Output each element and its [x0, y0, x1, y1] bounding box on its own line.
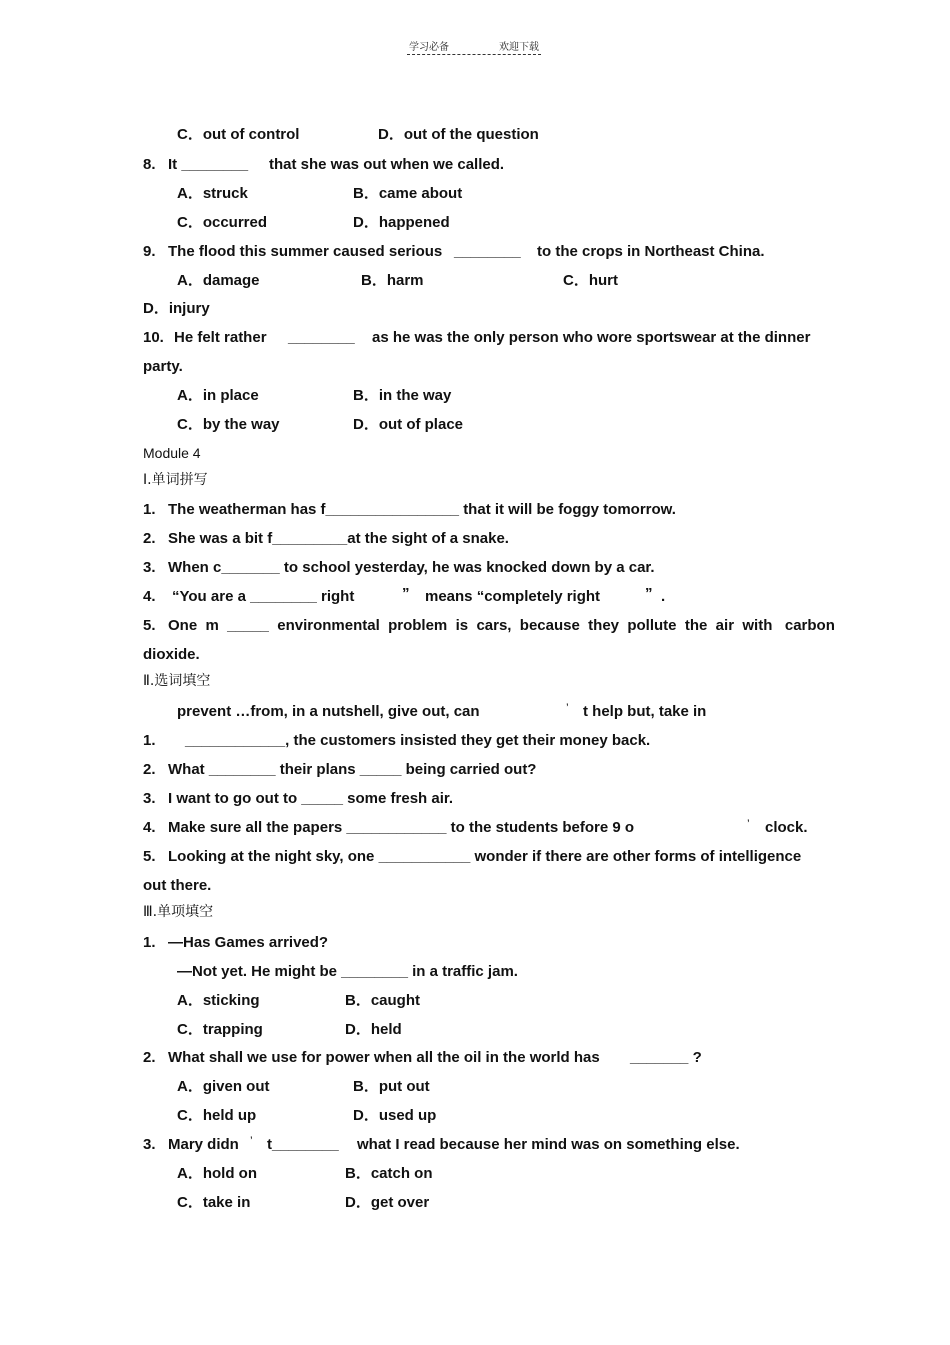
q10-rest: as he was the only person who wore sportswear at the dinner	[372, 329, 811, 346]
s3-q3-blank: t________	[267, 1136, 339, 1153]
s1-item4-number: 4.	[143, 588, 156, 605]
header-rule	[407, 54, 541, 55]
q9-blank: ________	[454, 243, 521, 260]
s2-item5-number: 5.	[143, 848, 156, 865]
s1-item4-end: .	[661, 588, 666, 605]
module-heading: Module 4	[143, 445, 201, 461]
q10-option-c: C．by the way	[177, 416, 280, 433]
s1-item1-text: The weatherman has f________________ that it will be foggy tomorrow.	[168, 501, 676, 518]
q8-rest: that she was out when we called.	[269, 156, 505, 173]
s2-word-box-part2: t help but, take in	[583, 703, 707, 720]
q9-stem: The flood this summer caused serious	[168, 243, 443, 260]
s1-item4-close-quote: ”	[402, 585, 410, 602]
q7-option-c: C．out of control	[177, 126, 300, 143]
q9-option-c: C．hurt	[563, 272, 618, 289]
q10-stem: He felt rather	[174, 329, 267, 346]
s3-q3-option-c: C．take in	[177, 1194, 251, 1211]
s3-q2-blank: _______ ?	[630, 1049, 702, 1066]
q8-number: 8.	[143, 156, 156, 173]
q10-continuation: party.	[143, 358, 183, 375]
s1-item4-part2: means “completely right	[425, 588, 601, 605]
s2-item3-text: I want to go out to _____ some fresh air.	[168, 790, 454, 807]
s1-item2-number: 2.	[143, 530, 156, 547]
s3-q1-option-a: A．sticking	[177, 992, 260, 1009]
s1-item5-text: One m _____ environmental problem is cars, because they pollute the air with carbon	[168, 617, 835, 634]
q8-option-a: A．struck	[177, 185, 248, 202]
s2-item5-continuation: out there.	[143, 877, 212, 894]
s3-q3-option-d: D．get over	[345, 1194, 430, 1211]
q10-option-d: D．out of place	[353, 416, 464, 433]
s1-item4-close-quote2: ”	[645, 585, 653, 602]
s2-item1-text: ____________, the customers insisted they get their money back.	[185, 732, 651, 749]
s2-word-box-apostrophe: ’	[566, 701, 569, 715]
s3-q3-stem: Mary didn	[168, 1136, 239, 1153]
q8-option-c: C．occurred	[177, 214, 268, 231]
s3-q3-option-b: B．catch on	[345, 1165, 433, 1182]
s3-q1-option-c: C．trapping	[177, 1021, 263, 1038]
q8-stem: It ________	[168, 156, 249, 173]
s2-word-box: prevent …from, in a nutshell, give out, can	[177, 703, 480, 720]
s3-q1-option-d: D．held	[345, 1021, 402, 1038]
s2-item2-number: 2.	[143, 761, 156, 778]
s1-item1-number: 1.	[143, 501, 156, 518]
q8-option-d: D．happened	[353, 214, 450, 231]
s3-q2-option-d: D．used up	[353, 1107, 437, 1124]
section-2-title: Ⅱ.选词填空	[143, 673, 211, 689]
s1-item3-text: When c_______ to school yesterday, he was knocked down by a car.	[168, 559, 655, 576]
q9-option-b: B．harm	[361, 272, 424, 289]
q9-option-d: D．injury	[143, 300, 210, 317]
section-1-title: Ⅰ.单词拼写	[143, 472, 208, 488]
s3-q3-option-a: A．hold on	[177, 1165, 257, 1182]
q9-rest: to the crops in Northeast China.	[537, 243, 765, 260]
s1-item3-number: 3.	[143, 559, 156, 576]
s2-item1-number: 1.	[143, 732, 156, 749]
q10-number: 10.	[143, 329, 164, 346]
section-3-title: Ⅲ.单项填空	[143, 904, 214, 920]
s1-item5-continuation: dioxide.	[143, 646, 200, 663]
s3-q2-option-b: B．put out	[353, 1078, 430, 1095]
header-right-text: 欢迎下载	[499, 42, 539, 53]
s3-q3-rest: what I read because her mind was on something else.	[357, 1136, 740, 1153]
s2-item2-text: What ________ their plans _____ being carried out?	[168, 761, 537, 778]
s3-q2-option-a: A．given out	[177, 1078, 270, 1095]
s3-q2-option-c: C．held up	[177, 1107, 257, 1124]
s2-item4-number: 4.	[143, 819, 156, 836]
q8-option-b: B．came about	[353, 185, 463, 202]
s1-item4-part1: “You are a ________ right	[172, 588, 355, 605]
s2-item3-number: 3.	[143, 790, 156, 807]
s2-item4-text: Make sure all the papers ____________ to the students before 9 o	[168, 819, 635, 836]
q10-blank: ________	[288, 329, 355, 346]
s3-q3-number: 3.	[143, 1136, 156, 1153]
s3-q1-line2: —Not yet. He might be ________ in a traffic jam.	[177, 963, 518, 980]
q7-option-d: D．out of the question	[378, 126, 539, 143]
q10-option-b: B．in the way	[353, 387, 452, 404]
s3-q1-number: 1.	[143, 934, 156, 951]
s2-item4-apostrophe: ’	[747, 817, 750, 831]
s1-item5-number: 5.	[143, 617, 156, 634]
header-left-text: 学习必备	[409, 42, 449, 53]
q9-number: 9.	[143, 243, 156, 260]
s2-item4-end: clock.	[765, 819, 808, 836]
s1-item2-text: She was a bit f_________at the sight of a snake.	[168, 530, 509, 547]
s3-q2-stem: What shall we use for power when all the oil in the world has	[168, 1049, 600, 1066]
s3-q1-option-b: B．caught	[345, 992, 421, 1009]
s3-q1-line1: —Has Games arrived?	[168, 934, 329, 951]
s3-q3-apostrophe: ’	[250, 1134, 253, 1148]
s2-item5-text: Looking at the night sky, one ___________ wonder if there are other forms of intelligence	[168, 848, 802, 865]
s3-q2-number: 2.	[143, 1049, 156, 1066]
q10-option-a: A．in place	[177, 387, 259, 404]
q9-option-a: A．damage	[177, 272, 260, 289]
